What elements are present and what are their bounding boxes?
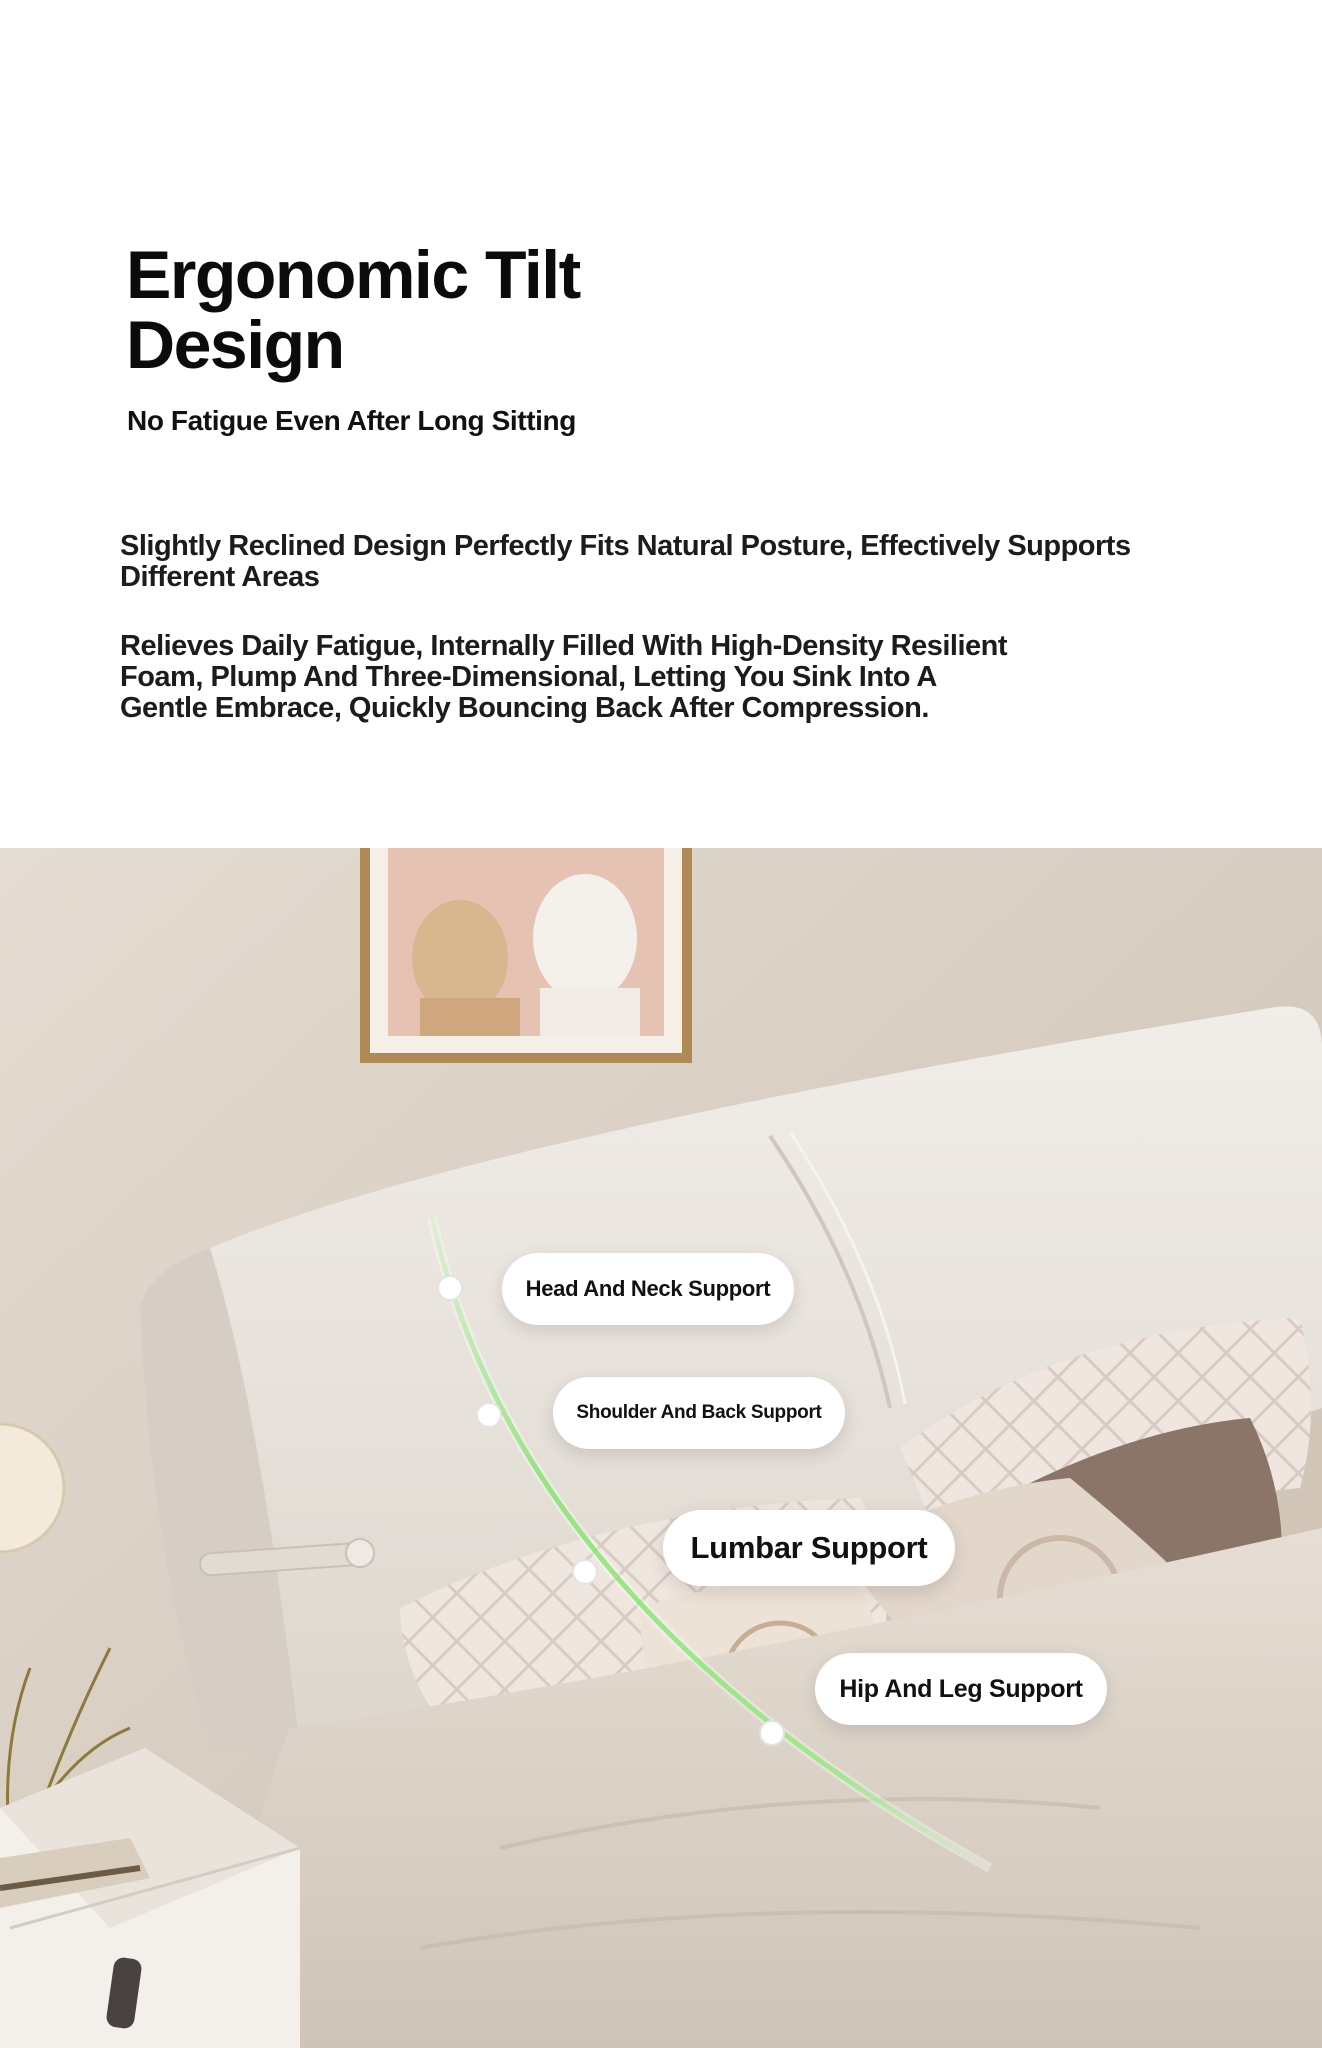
page-title-line-2: Design bbox=[126, 307, 344, 383]
bed-product-photo bbox=[0, 848, 1322, 2048]
callout-lumbar bbox=[663, 1510, 955, 1586]
callout-shoulder-back bbox=[553, 1377, 845, 1449]
framed-cat-picture bbox=[360, 848, 692, 1063]
callout-lumbar-label: Lumbar Support bbox=[690, 1530, 928, 1565]
page-subtitle: No Fatigue Even After Long Sitting bbox=[127, 405, 576, 436]
description-paragraph-2: Relieves Daily Fatigue, Internally Filled With High-Density Resilient Foam, Plump And Three-Dimensional, Letting You Sink Into A Gentle Embrace, Quickly Bouncing Back After Compression. bbox=[120, 630, 1008, 724]
support-point-lumbar bbox=[573, 1560, 597, 1584]
page-title bbox=[126, 237, 746, 383]
callout-hip-leg bbox=[815, 1653, 1107, 1725]
callout-head-neck-label: Head And Neck Support bbox=[525, 1276, 771, 1301]
description-paragraph-1: Slightly Reclined Design Perfectly Fits Natural Posture, Effectively Supports Different Areas bbox=[120, 530, 1131, 593]
page-title-line-1: Ergonomic Tilt bbox=[126, 237, 580, 313]
support-point-shoulder bbox=[477, 1403, 501, 1427]
callout-hip-leg-label: Hip And Leg Support bbox=[839, 1674, 1083, 1703]
support-point-head bbox=[438, 1276, 462, 1300]
support-point-hip bbox=[760, 1721, 784, 1745]
callout-head-neck bbox=[502, 1253, 794, 1325]
callout-shoulder-back-label: Shoulder And Back Support bbox=[576, 1402, 822, 1423]
